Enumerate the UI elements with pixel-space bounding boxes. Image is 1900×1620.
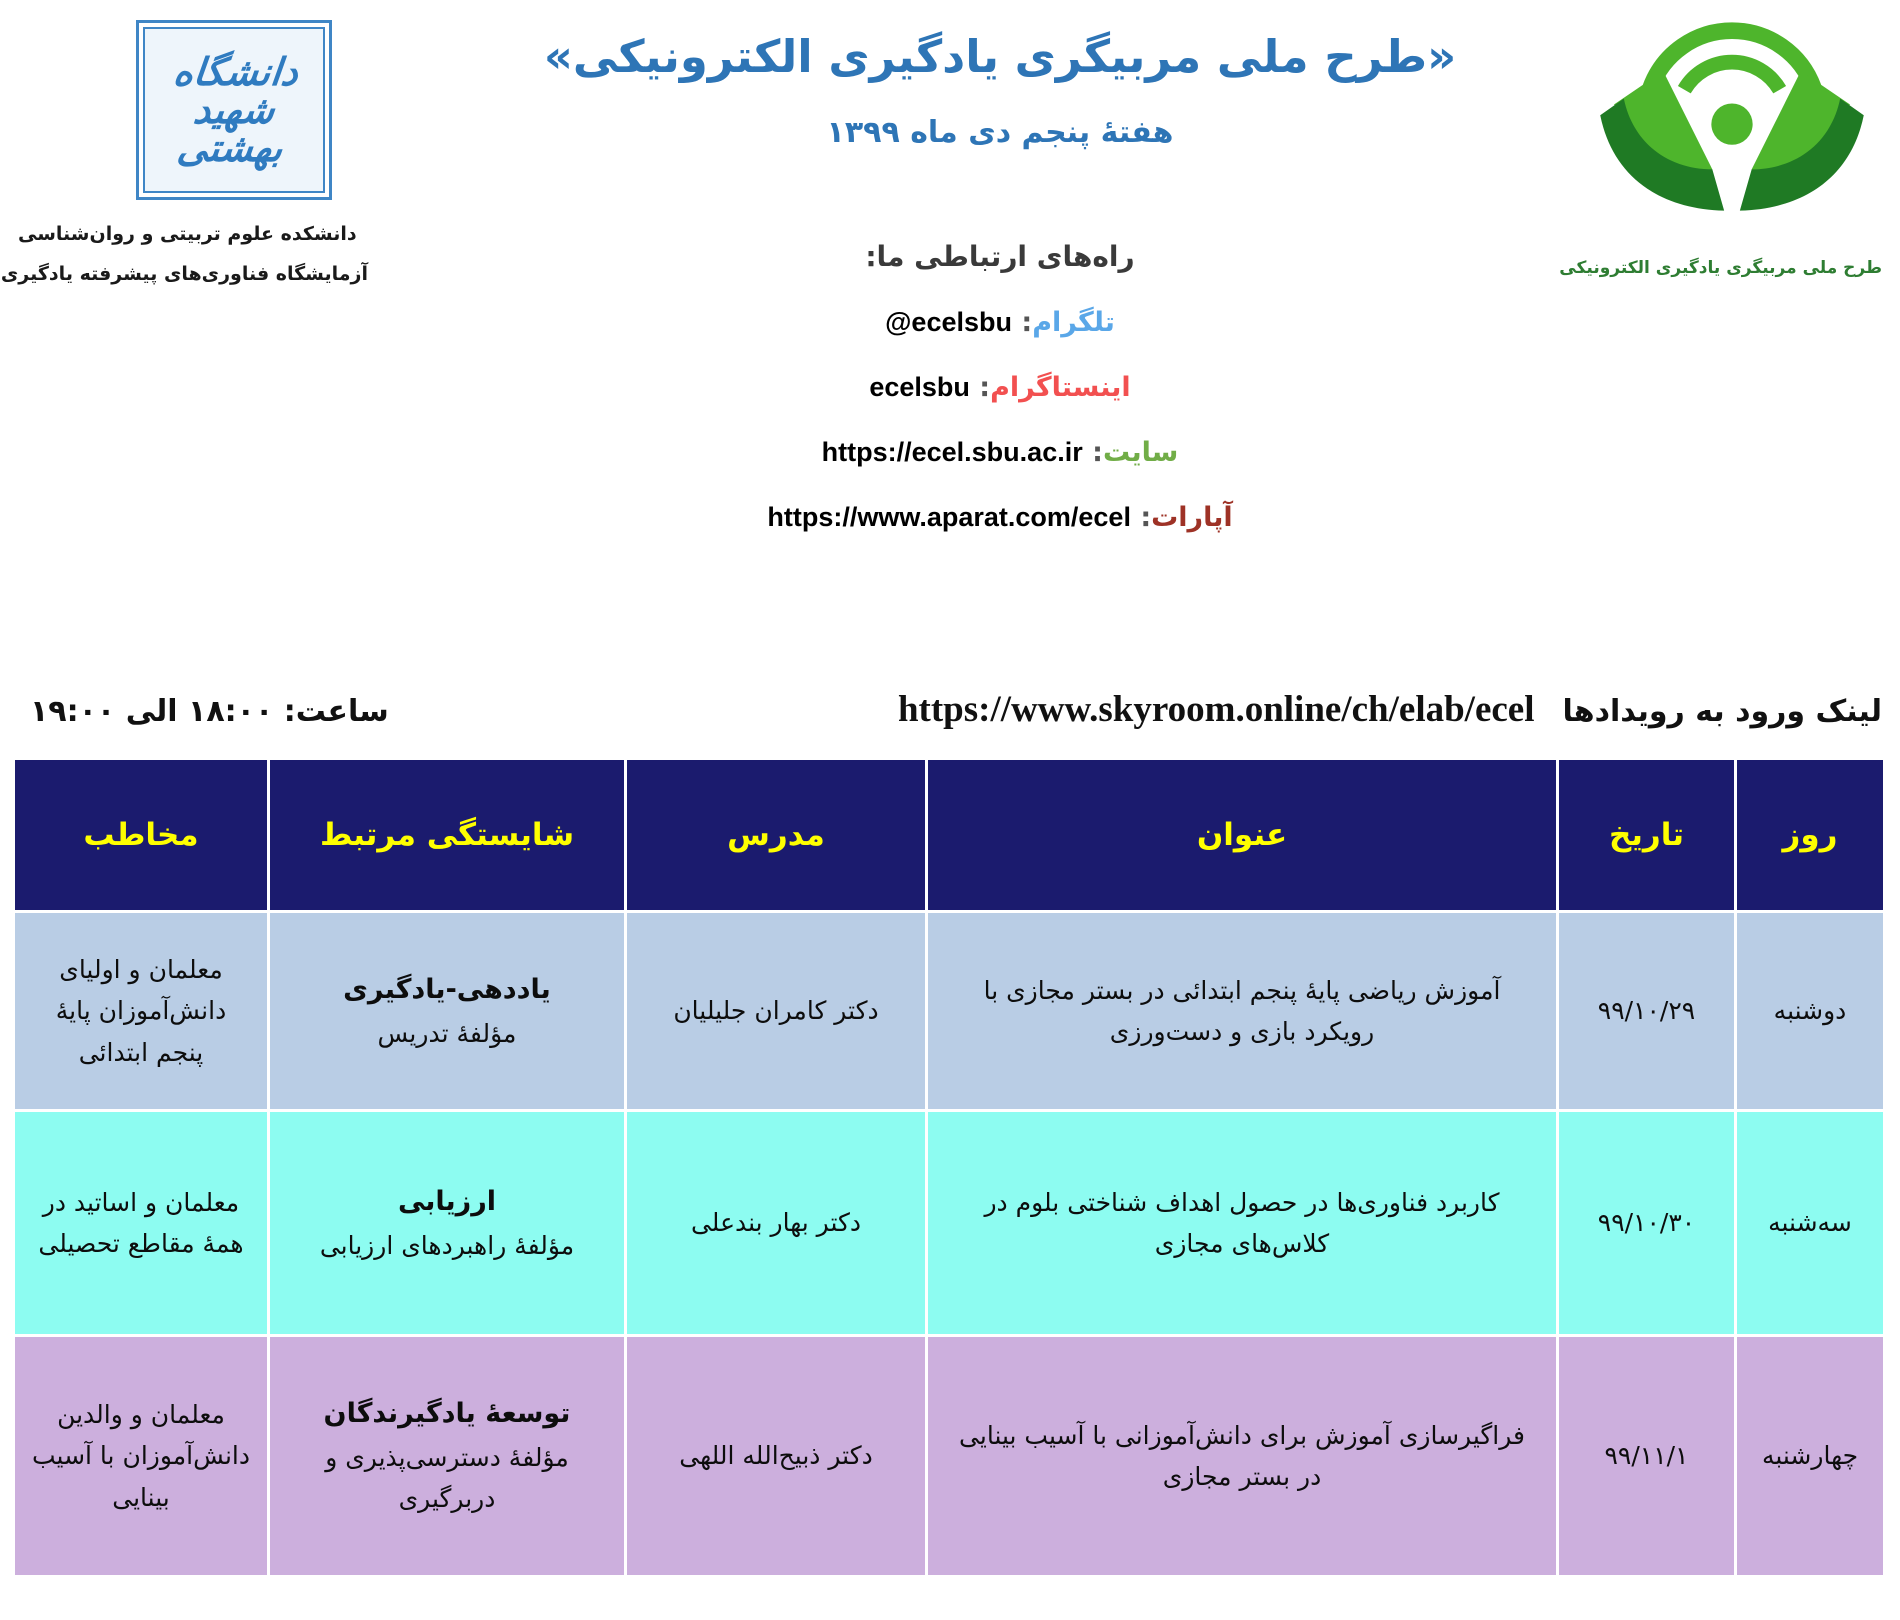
cell-instructor: دکتر ذبیح‌الله اللهی: [679, 1441, 873, 1471]
telegram-label: تلگرام: [1032, 306, 1115, 338]
cell-day: سه‌شنبه: [1768, 1208, 1852, 1238]
table-row: [15, 1112, 1883, 1334]
cell-date: ۹۹/۱۱/۱: [1604, 1441, 1689, 1471]
cell-competency: [270, 913, 624, 1109]
instagram-handle[interactable]: ecelsbu: [869, 371, 970, 402]
schedule-table: [12, 757, 1886, 1578]
events-link-row: [18, 688, 1882, 731]
faculty-name: دانشکده علوم تربیتی و روان‌شناسی: [18, 223, 357, 245]
elearning-coaching-logo-icon: [1582, 14, 1882, 250]
table-row: [15, 913, 1883, 1109]
page-title: «طرح ملی مربیگری یادگیری الکترونیکی»: [543, 30, 1457, 83]
contact-line-telegram: [360, 307, 1640, 338]
cell-day: دوشنبه: [1773, 996, 1847, 1026]
competency-main: ارزیابی: [397, 1186, 497, 1218]
contact-line-website: [360, 437, 1640, 468]
page-subtitle: هفتهٔ پنجم دی ماه ۱۳۹۹: [826, 114, 1174, 150]
program-logo-block: [1559, 14, 1882, 278]
events-link-label: لینک ورود به رویدادها: [1562, 694, 1882, 729]
contact-heading: راه‌های ارتباطی ما:: [865, 239, 1135, 273]
cell-audience: معلمان و اولیای دانش‌آموزان پایهٔ پنجم ابتدائی: [55, 955, 227, 1067]
cell-instructor: دکتر کامران جلیلیان: [673, 996, 879, 1026]
skyroom-url[interactable]: https://www.skyroom.online/ch/elab/ecel: [897, 689, 1535, 730]
cell-instructor: دکتر بهار بندعلی: [690, 1208, 862, 1238]
aparat-label: آپارات: [1151, 501, 1233, 533]
col-header-title: عنوان: [1196, 817, 1288, 853]
cell-title: آموزش ریاضی پایهٔ پنجم ابتدائی در بستر مجازی با رویکرد بازی و دست‌ورزی: [983, 975, 1501, 1046]
competency-sub: مؤلفهٔ تدریس: [377, 1018, 517, 1048]
col-header-day: روز: [1782, 817, 1838, 853]
cell-competency: [270, 1112, 624, 1334]
col-header-audience: مخاطب: [83, 817, 199, 853]
program-logo-caption: طرح ملی مربیگری یادگیری الکترونیکی: [1559, 258, 1882, 278]
aparat-url[interactable]: https://www.aparat.com/ecel: [767, 501, 1131, 532]
instagram-label: اینستاگرام: [990, 371, 1131, 403]
contact-block: [360, 240, 1640, 533]
cell-title: کاربرد فناوری‌ها در حصول اهداف شناختی بلوم در کلاس‌های مجازی: [984, 1187, 1500, 1258]
cell-day: چهارشنبه: [1761, 1441, 1859, 1471]
col-header-competency: شایستگی مرتبط: [319, 817, 575, 853]
separator: :: [1021, 306, 1033, 338]
col-header-date: تاریخ: [1608, 817, 1685, 853]
competency-main: توسعهٔ یادگیرندگان: [323, 1398, 571, 1430]
contact-line-aparat: [360, 502, 1640, 533]
separator: :: [1092, 436, 1103, 468]
university-block: [0, 20, 368, 294]
university-logo-calligraphy: دانشگاه شهید بهشتی: [171, 50, 301, 170]
university-logo-frame: [143, 27, 325, 193]
website-url[interactable]: https://ecel.sbu.ac.ir: [821, 436, 1083, 467]
table-row: [15, 1337, 1883, 1575]
competency-sub: مؤلفهٔ راهبردهای ارزیابی: [319, 1230, 575, 1260]
website-label: سایت: [1102, 436, 1179, 468]
header-center: [360, 0, 1640, 533]
table-header-row: [15, 760, 1883, 910]
cell-audience: معلمان و والدین دانش‌آموزان با آسیب بینایی: [32, 1400, 250, 1512]
col-header-instructor: مدرس: [727, 817, 825, 853]
separator: :: [979, 371, 991, 403]
cell-audience: معلمان و اساتید در همهٔ مقاطع تحصیلی: [38, 1187, 244, 1258]
cell-date: ۹۹/۱۰/۲۹: [1597, 996, 1696, 1026]
session-time: ساعت: ۱۸:۰۰ الی ۱۹:۰۰: [30, 694, 389, 729]
cell-date: ۹۹/۱۰/۳۰: [1597, 1208, 1696, 1238]
cell-title: فراگیرسازی آموزش برای دانش‌آموزانی با آسیب بینایی در بستر مجازی: [959, 1420, 1525, 1491]
telegram-handle[interactable]: @ecelsbu: [885, 306, 1012, 337]
competency-sub: مؤلفهٔ دسترسی‌پذیری و دربرگیری: [325, 1443, 569, 1514]
contact-line-instagram: [360, 372, 1640, 403]
lab-name: آزمایشگاه فناوری‌های پیشرفته یادگیری: [0, 263, 368, 285]
cell-competency: [270, 1337, 624, 1575]
separator: :: [1140, 501, 1152, 533]
university-logo: [136, 20, 332, 200]
competency-main: یاددهی-یادگیری: [343, 974, 551, 1006]
